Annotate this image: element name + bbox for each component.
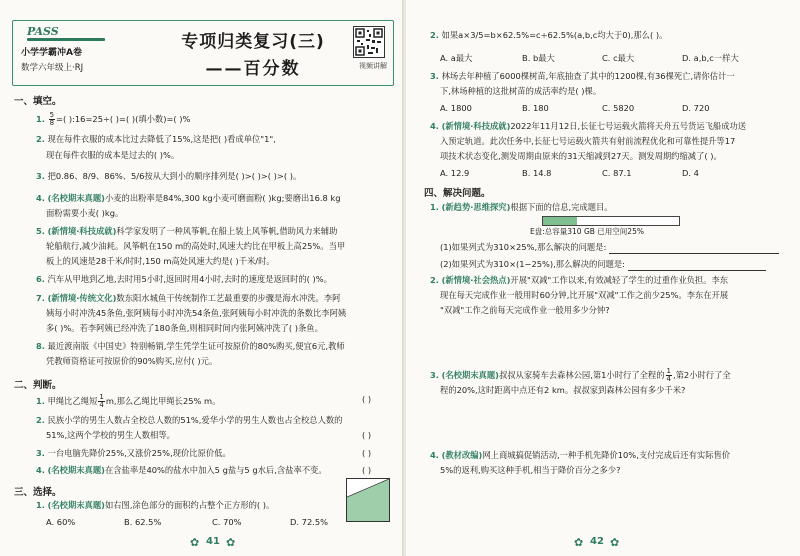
choice-option-a[interactable]: A. 12.9 — [440, 168, 470, 178]
choice-option-d[interactable]: D. a,b,c一样大 — [682, 53, 739, 63]
question-fill-4-line2[interactable]: 面粉需要小麦( )kg。 — [46, 208, 124, 218]
judge-answer-2[interactable]: ( ) — [362, 430, 372, 440]
answer-line[interactable] — [628, 259, 766, 271]
question-text[interactable]: 现在每件衣服的成本比过去降低了15%,这是把( )看成单位"1", — [47, 134, 276, 144]
numerator: 1 — [99, 393, 104, 401]
question-number: 6. — [36, 274, 45, 284]
question-choice-3-line1 — [430, 71, 735, 82]
question-problem-3-line2: 程的20%,这时距离中点还有2 km。叔叔家到森林公园有多少千米? — [440, 385, 686, 395]
question-number: 3. — [430, 71, 439, 81]
section-problem-solving: 四、解决问题。 — [424, 188, 491, 199]
question-number: 4. — [430, 450, 439, 460]
question-number: 3. — [36, 448, 45, 458]
choice-option-a[interactable]: A. 60% — [46, 517, 76, 527]
disk-usage-fill — [543, 217, 577, 225]
question-tag: (教材改编) — [441, 450, 483, 460]
series-name: 小学学霸冲A卷 — [21, 48, 82, 58]
disk-usage-label: E盘:总容量310 GB 已用空间25% — [530, 227, 644, 236]
question-problem-1-sub1 — [440, 242, 779, 254]
choice-option-b[interactable]: B. 14.8 — [522, 168, 552, 178]
question-text-tail: m,那么乙绳比甲绳长25% m。 — [105, 396, 221, 406]
question-fill-7-line1 — [36, 293, 340, 304]
right-page — [406, 0, 800, 556]
choice-option-c[interactable]: C. c最大 — [602, 53, 635, 63]
question-tag: (名校期末真题) — [47, 193, 105, 203]
choice-option-a[interactable]: A. 1800 — [440, 103, 472, 113]
question-tag: (新情境·科技成就) — [47, 226, 117, 236]
section-choice: 三、选择。 — [14, 487, 62, 498]
question-number: 1. — [36, 114, 45, 124]
question-text: 民族小学的男生人数占全校总人数的51%,爱华小学的男生人数也占全校总人数的 — [47, 415, 343, 425]
question-tag: (新情境·社会热点) — [441, 275, 511, 285]
question-number: 4. — [36, 465, 45, 475]
question-tag: (名校期末真题) — [47, 500, 105, 510]
question-text[interactable]: 把0.86、8/9、86%、5/6按从大到小的顺序排列是( )>( )>( )>( )。 — [47, 171, 302, 181]
question-fill-8-line1 — [36, 341, 345, 352]
question-text[interactable]: 小麦的出粉率是84%,300 kg小麦可磨面粉( )kg;要磨出16.8 kg — [104, 193, 341, 203]
question-number: 3. — [430, 370, 439, 380]
question-text: 开展"双减"工作以来,有效减轻了学生的过重作业负担。李东 — [510, 275, 729, 285]
denominator: 4 — [99, 401, 104, 409]
subquestion-text: (2)如果列式为310×(1−25%),那么解决的问题是: — [440, 259, 625, 269]
question-choice-3-line2[interactable]: 下,林场种植的这批树苗的成活率约是( )棵。 — [440, 86, 602, 96]
denominator: 8 — [49, 119, 55, 127]
numerator: 1 — [666, 367, 671, 375]
fraction — [98, 394, 104, 409]
answer-line[interactable] — [609, 242, 779, 254]
question-problem-4-line1 — [430, 450, 730, 461]
sprout-icon: ✿ — [574, 536, 584, 549]
question-choice-4-line1 — [430, 121, 746, 132]
title-block — [163, 27, 343, 79]
question-problem-3-line1 — [430, 368, 731, 383]
question-text[interactable]: 如果a×3/5=b×62.5%=c÷62.5%(a,b,c均大于0),那么( )。 — [441, 30, 668, 40]
question-judge-1 — [36, 394, 220, 409]
sprout-icon: ✿ — [610, 536, 620, 549]
question-text: 网上商城搞促销活动,一种手机先降价10%,支付完成后还有实际售价 — [482, 450, 731, 460]
shaded-square-figure — [346, 478, 390, 522]
question-text: 甲绳比乙绳短 — [47, 396, 98, 406]
numerator: 5 — [49, 111, 55, 119]
section-judge: 二、判断。 — [14, 380, 62, 391]
question-number: 2. — [36, 415, 45, 425]
question-choice-1 — [36, 500, 274, 511]
question-fill-5-line2: 轮船航行,减少油耗。风筝帆在150 m的高处时,风速大约比在甲板上高25%。当甲 — [46, 241, 346, 251]
question-tag: (名校期末真题) — [441, 370, 499, 380]
choice-option-b[interactable]: B. 180 — [522, 103, 549, 113]
question-tag: (名校期末真题) — [47, 465, 105, 475]
question-problem-2-line2: 现在每天完成作业一般用时60分钟,比开展"双减"工作之前少25%。李东在开展 — [440, 290, 729, 300]
question-number: 2. — [430, 275, 439, 285]
answer-area[interactable] — [440, 480, 780, 520]
question-number: 1. — [36, 500, 45, 510]
choice-option-d[interactable]: D. 720 — [682, 103, 710, 113]
question-text-tail: ,第2小时行了全 — [672, 370, 731, 380]
choice-option-b[interactable]: B. 62.5% — [124, 517, 162, 527]
question-problem-1-sub2 — [440, 259, 766, 271]
choice-option-b[interactable]: B. b最大 — [522, 53, 555, 63]
question-number: 4. — [430, 121, 439, 131]
question-judge-4 — [36, 465, 327, 476]
question-text[interactable]: 如右图,涂色部分的面积约占整个正方形的( )。 — [104, 500, 275, 510]
question-fill-8-line2[interactable]: 凭教师资格证可按原价的90%购买,应付( )元。 — [46, 356, 218, 366]
question-number: 2. — [430, 30, 439, 40]
answer-area[interactable] — [440, 320, 780, 362]
question-number: 8. — [36, 341, 45, 351]
choice-option-c[interactable]: C. 87.1 — [602, 168, 632, 178]
brand-block — [21, 25, 113, 79]
choice-option-c[interactable]: C. 70% — [212, 517, 242, 527]
fraction — [666, 368, 672, 383]
fraction — [49, 112, 55, 127]
question-tag: (新趋势·思维探究) — [441, 202, 511, 212]
subquestion-text: (1)如果列式为310×25%,那么解决的问题是: — [440, 242, 607, 252]
page-title: 专项归类复习(三) — [181, 32, 325, 52]
question-text[interactable]: =( ):16=25÷( )=( )(填小数)=( )% — [56, 114, 191, 124]
question-fill-5-line1 — [36, 226, 337, 237]
question-judge-3 — [36, 448, 231, 459]
denominator: 4 — [666, 375, 671, 383]
sprout-icon: ✿ — [190, 536, 200, 549]
question-choice-4-line2: 入预定轨道。此次任务中,长征七号运载火箭共有射前流程优化和可靠性提升等17 — [440, 136, 736, 146]
question-tag: (新情境·传统文化) — [47, 293, 117, 303]
chapter-header — [12, 20, 394, 86]
disk-usage-bar — [542, 216, 680, 226]
question-text: 最近渡南版《中国史》特别畅销,学生凭学生证可按原价的80%购买,便宜6元,教师 — [47, 341, 345, 351]
page-number: 41 — [206, 536, 220, 547]
page-subtitle: ——百分数 — [205, 59, 301, 79]
question-problem-4-line2: 5%的返利,购买这种手机,相当于降价百分之多少? — [440, 465, 621, 475]
question-text: 科学家发明了一种风筝帆,在船上装上风筝帆,借助风力来辅助 — [116, 226, 338, 236]
question-text: 2022年11月12日,长征七号运载火箭将天舟五号货运飞船成功送 — [510, 121, 747, 131]
question-problem-1 — [430, 202, 613, 213]
disk-usage-panel — [530, 215, 758, 237]
question-text: 数东阳水城鱼干传统制作工艺最重要的步骤是海水冲洗。李阿 — [116, 293, 341, 303]
question-number: 3. — [36, 171, 45, 181]
question-fill-6 — [36, 274, 332, 285]
choice-option-d[interactable]: D. 72.5% — [290, 517, 329, 527]
question-tag: (新情境·科技成就) — [441, 121, 511, 131]
choice-option-a[interactable]: A. a最大 — [440, 53, 473, 63]
question-number: 1. — [36, 396, 45, 406]
question-fill-1 — [36, 112, 190, 127]
qr-code-icon[interactable] — [353, 26, 385, 58]
question-number: 1. — [430, 202, 439, 212]
logo-underline — [27, 38, 105, 41]
choice-option-d[interactable]: D. 4 — [682, 168, 699, 178]
answer-area[interactable] — [440, 400, 780, 442]
question-text[interactable]: 汽车从甲地到乙地,去时用5小时,返回时用4小时,去时的速度是返回时的( )%。 — [47, 274, 332, 284]
question-judge-2-line1 — [36, 415, 342, 426]
question-text: 一台电脑先降价25%,又涨价25%,现价比原价低。 — [47, 448, 231, 458]
question-fill-5-line3[interactable]: 板上的风速是28千米/时时,150 m高处风速大约是( )千米/时。 — [46, 256, 275, 266]
question-text: 在含盐率是40%的盐水中加入5 g盐与5 g水后,含盐率不变。 — [104, 465, 327, 475]
question-fill-7-line3[interactable]: 多( )%。若李阿姨已经冲洗了180条鱼,则相同时间内张阿姨冲洗了( )条鱼。 — [46, 323, 323, 333]
question-fill-4-line1 — [36, 193, 341, 204]
choice-option-c[interactable]: C. 5820 — [602, 103, 635, 113]
question-number: 4. — [36, 193, 45, 203]
page-number: 42 — [590, 536, 604, 547]
sprout-icon: ✿ — [226, 536, 236, 549]
question-problem-2-line1 — [430, 275, 728, 286]
pass-logo: PASS — [27, 25, 59, 38]
question-choice-2 — [430, 30, 667, 41]
question-fill-3 — [36, 171, 301, 182]
judge-answer-1[interactable]: ( ) — [362, 394, 372, 404]
question-text: 根据下面的信息,完成题目。 — [510, 202, 613, 212]
question-text: 叔叔从家骑车去森林公园,第1小时行了全程的 — [498, 370, 665, 380]
question-fill-2-line2[interactable]: 现在每件衣服的成本是过去的( )%。 — [46, 150, 180, 160]
question-fill-7-line2: 姨每小时冲洗45条鱼,张阿姨每小时冲洗54条鱼,张阿姨每小时冲洗的条数比李阿姨 — [46, 308, 347, 318]
qr-label: 视频讲解 — [359, 62, 387, 70]
question-fill-2-line1 — [36, 134, 276, 145]
grade-label: 数学六年级上·RJ — [21, 63, 84, 73]
question-number: 7. — [36, 293, 45, 303]
question-number: 2. — [36, 134, 45, 144]
section-fill-blank: 一、填空。 — [14, 96, 62, 107]
question-problem-2-line3: "双减"工作之前每天完成作业一般用多少分钟? — [440, 305, 610, 315]
question-number: 5. — [36, 226, 45, 236]
question-text: 林场去年种植了6000棵树苗,年底抽查了其中的1200棵,有36棵死亡,请你估计一 — [441, 71, 735, 81]
question-choice-4-line3[interactable]: 项技术状态变化,测发周期由原来的31天缩减到27天。测发周期约缩减了( )。 — [440, 151, 722, 161]
judge-answer-4[interactable]: ( ) — [362, 465, 372, 475]
judge-answer-3[interactable]: ( ) — [362, 448, 372, 458]
question-judge-2-line2: 51%,这两个学校的男生人数相等。 — [46, 430, 175, 440]
